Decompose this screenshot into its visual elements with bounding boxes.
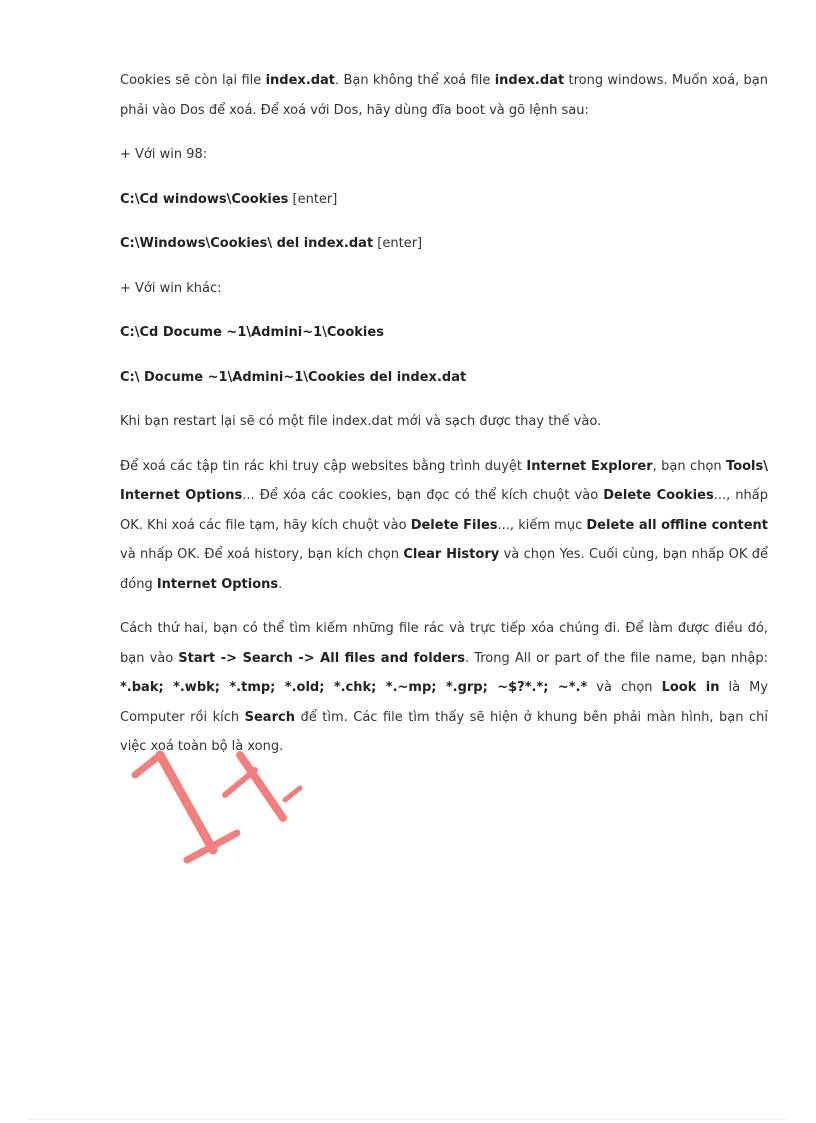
text-run: ..., kiếm mục [497, 517, 587, 533]
bold-run: *.bak; *.wbk; *.tmp; *.old; *.chk; *.~mp; *.grp; ~$?*.*; ~*.* [120, 680, 588, 695]
text-run: Cách thứ hai, bạn có thể tìm kiếm những file rác và trực tiếp xóa chúng đi. Để làm được điều đó, bạn vào [120, 621, 768, 666]
command-text: C:\Cd windows\Cookies [120, 191, 289, 207]
bold-run: Start -> Search -> All files and folders [178, 650, 465, 666]
paragraph-ie-cleanup [120, 452, 768, 600]
bold-run: index.dat [265, 73, 336, 88]
text-run: và chọn Yes. Cuối cùng, bạn nhấp OK để đóng [120, 547, 768, 592]
command-text: C:\Windows\Cookies\ del index.dat [120, 236, 374, 251]
text-run: . [278, 576, 283, 592]
text-run: . Bạn không thể xoá file [335, 73, 495, 88]
bold-run: Search [244, 709, 295, 725]
text-run: Cookies sẽ còn lại file [120, 73, 266, 88]
text-run: và chọn [587, 680, 662, 695]
bold-run: Delete Cookies [603, 488, 714, 503]
paragraph-search-cleanup [120, 614, 768, 762]
command-text: C:\ Docume ~1\Admini~1\Cookies del index.dat [120, 369, 467, 385]
text-run: để tìm. Các file tìm thấy sẽ hiện ở khung bên phải màn hình, bạn chỉ việc xoá toàn bộ là xong. [120, 709, 768, 754]
paragraph-win98-label: + Với win 98: [120, 147, 208, 162]
bold-run: Delete all offline content [586, 517, 768, 533]
command-line-cd-docume [120, 318, 768, 348]
watermark-stroke-3 [187, 833, 237, 860]
text-run: . Trong All or part of the file name, bạn nhập: [464, 650, 769, 666]
bold-run: Delete Files [410, 517, 498, 533]
page-bottom-rule [28, 1119, 788, 1120]
command-line-cd-cookies [120, 185, 768, 215]
document-body [120, 66, 768, 777]
bold-run: index.dat [494, 73, 565, 88]
text-run: là My Computer rồi kích [120, 680, 769, 725]
bold-run: Clear History [403, 547, 500, 562]
bold-run: Look in [661, 680, 720, 695]
bold-run: Internet Options [156, 576, 279, 592]
command-line-docume-del [120, 363, 768, 393]
command-text: C:\Cd Docume ~1\Admini~1\Cookies [120, 325, 384, 340]
bold-run: Tools\ Internet Options [120, 458, 768, 503]
paragraph-restart-note: Khi bạn restart lại sẽ có một file index.dat mới và sạch được thay thế vào. [120, 414, 602, 429]
text-run: ... Để xóa các cookies, bạn đọc có thể kích chuột vào [242, 488, 604, 503]
command-suffix: [enter] [373, 236, 423, 251]
text-run: trong windows. Muốn xoá, bạn phải vào Dos để xoá. Để xoá với Dos, hãy dùng đĩa boot và gõ lệnh sau: [120, 73, 768, 118]
text-run: và nhấp OK. Để xoá history, bạn kích chọn [120, 547, 404, 562]
watermark-stroke-6 [285, 788, 300, 800]
command-suffix: [enter] [288, 191, 338, 207]
text-run: , bạn chọn [652, 458, 727, 474]
text-run: Để xoá các tập tin rác khi truy cập websites bằng trình duyệt [120, 458, 527, 474]
paragraph-index-dat-intro [120, 66, 768, 125]
command-line-del-index [120, 229, 768, 259]
text-run: ..., nhấp OK. Khi xoá các file tạm, hãy kích chuột vào [120, 488, 769, 533]
bold-run: Internet Explorer [526, 458, 653, 474]
paragraph-other-win-label: + Với win khác: [120, 280, 222, 296]
